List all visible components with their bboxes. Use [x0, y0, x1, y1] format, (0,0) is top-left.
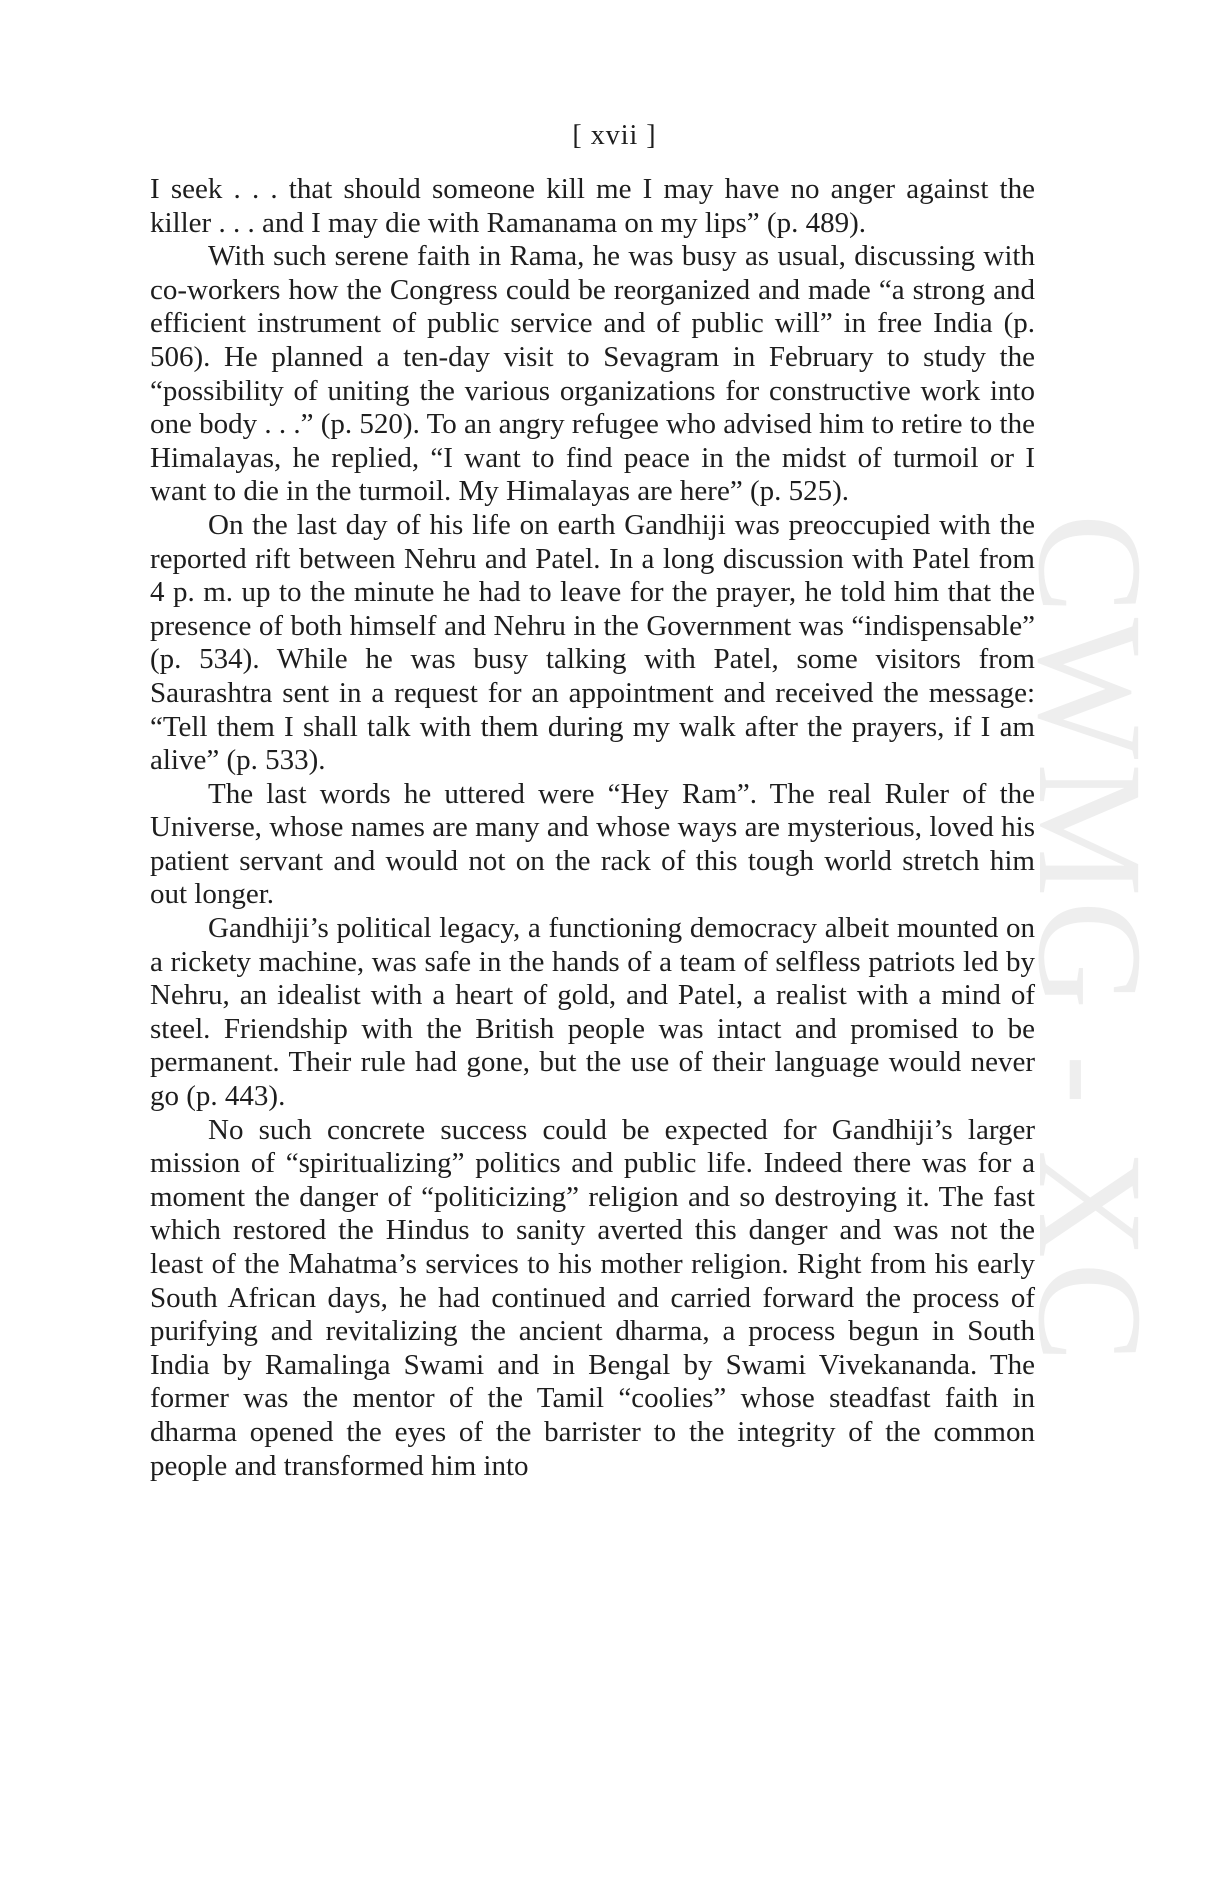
paragraph: No such concrete success could be expected for Gandhiji’s larger mission of “spiritualizing” politics and public life. Indeed there was for a moment the danger of “politicizing” religion and so destroying it. The fast which restored the Hindus to sanity averted this danger and was not the least of the Mahatma’s services to his mother religion. Right from his early South African days, he had continued and carried forward the process of purifying and revitalizing the ancient dharma, a process begun in South India by Ramalinga Swami and in Bengal by Swami Vivekananda. The former was the mentor of the Tamil “coolies” whose steadfast faith in dharma opened the eyes of the barrister to the integrity of the common people and transformed him into [150, 1113, 1035, 1482]
watermark-text: CWMG - XC [1007, 513, 1173, 1367]
paragraph: The last words he uttered were “Hey Ram”. The real Ruler of the Universe, whose names are many and whose ways are mysterious, loved his patient servant and would not on the rack of this tough world stretch him out longer. [150, 777, 1035, 911]
paragraph: Gandhiji’s political legacy, a functioning democracy albeit mounted on a rickety machine, was safe in the hands of a team of selfless patriots led by Nehru, an idealist with a heart of gold, and Patel, a realist with a mind of steel. Friendship with the British people was intact and promised to be permanent. Their rule had gone, but the use of their language would never go (p. 443). [150, 912, 1035, 1113]
page-number: [ xvii ] [572, 120, 657, 151]
watermark [1007, 513, 1173, 1367]
paragraph: With such serene faith in Rama, he was busy as usual, discussing with co-workers how the Congress could be reorganized and made “a strong and efficient instrument of public service and of public will” in free India (p. 506). He planned a ten-day visit to Sevagram in February to study the “possibility of uniting the various organizations for constructive work into one body . . .” (p. 520). To an angry refugee who advised him to retire to the Himalayas, he replied, “I want to find peace in the midst of turmoil or I want to die in the turmoil. My Himalayas are here” (p. 525). [150, 240, 1035, 508]
body-text [150, 173, 1035, 1483]
paragraph: On the last day of his life on earth Gandhiji was preoccupied with the reported rift between Nehru and Patel. In a long discussion with Patel from 4 p. m. up to the minute he had to leave for the prayer, he told him that the presence of both himself and Nehru in the Government was “indispensable” (p. 534). While he was busy talking with Patel, some visitors from Saurashtra sent in a request for an appointment and received the message: “Tell them I shall talk with them during my walk after the prayers, if I am alive” (p. 533). [150, 508, 1035, 777]
paragraph: I seek . . . that should someone kill me I may have no anger against the killer . . . and I may die with Ramanama on my lips” (p. 489). [150, 173, 1035, 239]
